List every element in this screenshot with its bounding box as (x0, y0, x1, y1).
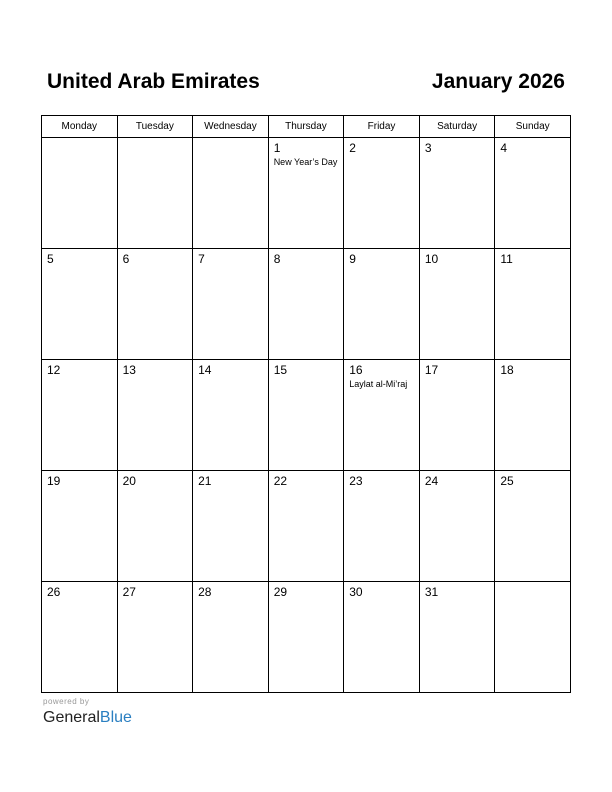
day-cell (268, 471, 344, 582)
day-cell (193, 360, 269, 471)
day-cell (419, 471, 495, 582)
day-cell (42, 471, 118, 582)
holiday-label (118, 599, 193, 600)
day-number: 29 (273, 585, 288, 599)
day-number: 9 (349, 252, 356, 266)
holiday-label (42, 599, 117, 600)
holiday-label (118, 377, 193, 378)
day-cell (268, 582, 344, 693)
day-number: 11 (500, 252, 513, 266)
day-cell (495, 360, 571, 471)
day-cell (268, 360, 344, 471)
day-number: 24 (424, 474, 439, 488)
generalblue-logo[interactable] (43, 708, 132, 728)
day-number: 30 (349, 585, 363, 599)
weekday-header: Thursday (268, 116, 344, 138)
weekday-header: Friday (344, 116, 420, 138)
holiday-label (495, 377, 570, 378)
day-number: 19 (47, 474, 61, 488)
day-cell (495, 138, 571, 249)
holiday-label (420, 599, 495, 600)
holiday-label (495, 585, 570, 586)
day-cell (419, 582, 495, 693)
day-cell (344, 249, 420, 360)
brand-general-text: General (43, 709, 100, 726)
day-cell (344, 360, 420, 471)
day-cell (344, 471, 420, 582)
day-cell (495, 471, 571, 582)
holiday-label (42, 377, 117, 378)
day-number: 18 (500, 363, 514, 377)
day-number: 20 (122, 474, 136, 488)
country-title: United Arab Emirates (47, 70, 260, 93)
day-number: 15 (273, 363, 288, 377)
holiday-label (495, 266, 570, 267)
day-number: 8 (273, 252, 281, 266)
day-number: 4 (500, 141, 508, 155)
powered-by-label: powered by (43, 697, 90, 706)
holiday-label (42, 488, 117, 489)
weekday-header-row (42, 116, 571, 138)
holiday-label (495, 488, 570, 489)
day-cell (419, 138, 495, 249)
week-row (42, 471, 571, 582)
day-cell (344, 582, 420, 693)
footer-branding (43, 697, 132, 728)
day-number: 26 (47, 585, 61, 599)
week-row (42, 360, 571, 471)
holiday-label (344, 488, 419, 489)
holiday-label (344, 155, 419, 156)
holiday-label (193, 377, 268, 378)
day-number: 21 (198, 474, 212, 488)
day-cell (419, 249, 495, 360)
holiday-label: Laylat al-Mi’raj (349, 379, 408, 389)
day-cell (42, 138, 118, 249)
day-number: 28 (198, 585, 212, 599)
day-cell (42, 582, 118, 693)
day-number: 3 (424, 141, 432, 155)
day-number: 17 (424, 363, 439, 377)
holiday-label (269, 488, 344, 489)
weekday-header: Tuesday (117, 116, 193, 138)
day-number: 31 (424, 585, 439, 599)
day-cell (193, 582, 269, 693)
holiday-label (344, 599, 419, 600)
day-cell (419, 360, 495, 471)
holiday-label (420, 266, 495, 267)
holiday-label (344, 266, 419, 267)
holiday-label (420, 377, 495, 378)
holiday-label (420, 488, 495, 489)
day-cell (344, 138, 420, 249)
week-row (42, 582, 571, 693)
holiday-label (42, 266, 117, 267)
holiday-label (118, 488, 193, 489)
holiday-label (42, 141, 117, 142)
holiday-label (495, 155, 570, 156)
weekday-header: Monday (42, 116, 118, 138)
day-cell (42, 249, 118, 360)
holiday-label (269, 266, 344, 267)
holiday-label (193, 266, 268, 267)
day-cell (117, 249, 193, 360)
day-number: 14 (198, 363, 212, 377)
day-number: 22 (273, 474, 288, 488)
day-cell (268, 249, 344, 360)
day-number: 10 (424, 252, 439, 266)
holiday-label (193, 599, 268, 600)
day-cell (193, 471, 269, 582)
holiday-label: New Year’s Day (273, 157, 338, 167)
holiday-label (118, 266, 193, 267)
weekday-header: Sunday (495, 116, 571, 138)
day-cell (117, 471, 193, 582)
day-number: 12 (47, 363, 61, 377)
day-cell (495, 249, 571, 360)
week-row (42, 249, 571, 360)
holiday-label (118, 141, 193, 142)
day-number: 2 (349, 141, 356, 155)
holiday-label (193, 141, 268, 142)
weekday-header: Saturday (419, 116, 495, 138)
day-number: 23 (349, 474, 363, 488)
month-year-title: January 2026 (431, 70, 565, 93)
weekday-header: Wednesday (193, 116, 269, 138)
holiday-label (193, 488, 268, 489)
day-number: 16 (349, 363, 363, 377)
day-number: 13 (122, 363, 136, 377)
day-cell (193, 249, 269, 360)
holiday-label (269, 377, 344, 378)
day-cell (42, 360, 118, 471)
day-cell (117, 582, 193, 693)
day-cell (117, 138, 193, 249)
day-number: 7 (198, 252, 205, 266)
day-cell (268, 138, 344, 249)
day-number: 25 (500, 474, 514, 488)
brand-blue-text: Blue (99, 709, 132, 726)
day-number: 1 (273, 141, 281, 155)
holiday-label (420, 155, 495, 156)
holiday-label (269, 599, 344, 600)
day-cell (193, 138, 269, 249)
day-cell (495, 582, 571, 693)
day-number: 5 (47, 252, 54, 266)
day-number: 6 (122, 252, 130, 266)
day-number: 27 (122, 585, 136, 599)
calendar-grid (41, 115, 571, 693)
day-cell (117, 360, 193, 471)
week-row (42, 138, 571, 249)
